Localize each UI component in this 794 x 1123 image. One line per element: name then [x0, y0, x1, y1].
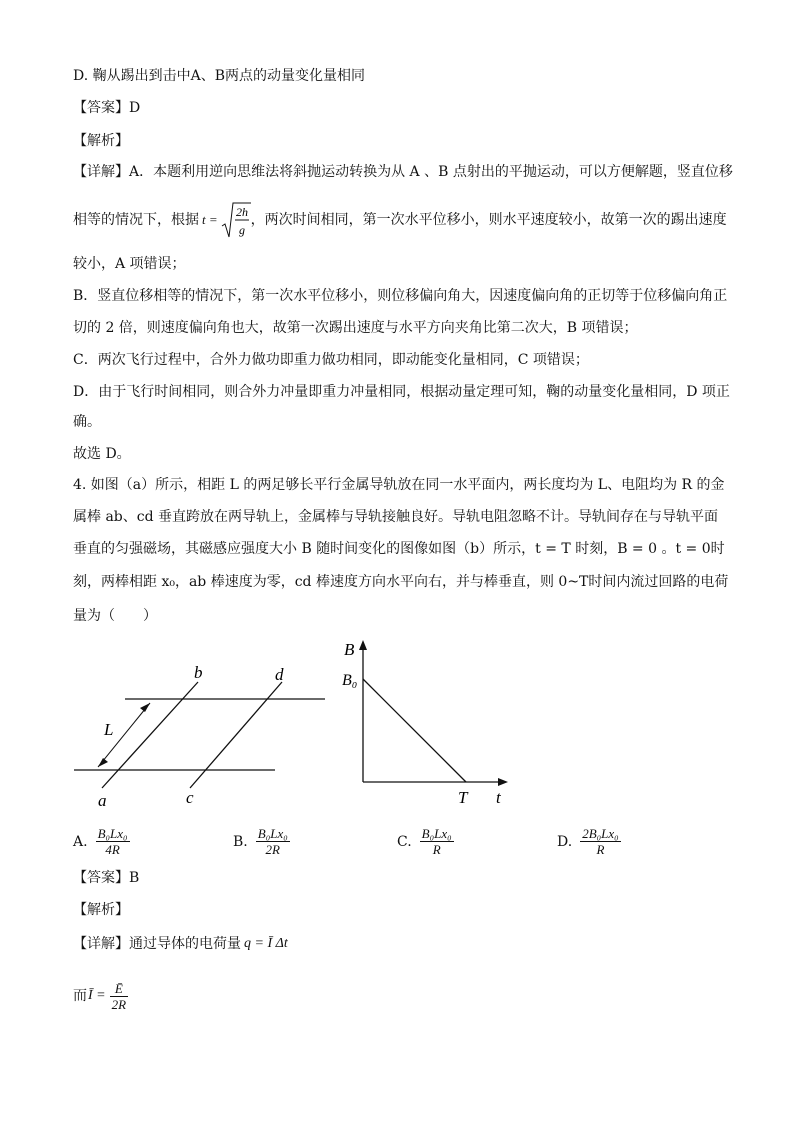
option-b[interactable] — [233, 826, 290, 857]
question-4-line-5: 量为（ ） — [73, 608, 157, 624]
question-4-line-4: 刻，两棒相距 x₀，ab 棒速度为零，cd 棒速度方向水平向右，并与棒垂直，则 0~T时间内流过回路的电荷 — [73, 574, 729, 590]
current-fraction-num: Ē — [110, 981, 128, 997]
question-4-line-2: 属棒 ab、cd 垂直跨放在两导轨上，金属棒与导轨接触良好。导轨电阻忽略不计。导轨间存在与导轨平面 — [73, 509, 719, 525]
answer-label-1: 【答案】D — [73, 100, 141, 116]
detail-2-line-1 — [73, 934, 288, 954]
detail-1-line-2-suffix: ，两次时间相同，第一次水平位移小，则水平速度较小，故第一次的踢出速度 — [250, 212, 727, 228]
option-d-num: 2B₀Lx₀ — [582, 826, 619, 841]
option-b-num: B₀Lx₀ — [257, 826, 288, 841]
label-b: b — [194, 663, 203, 682]
detail-2-line-2-prefix: 而 — [73, 988, 87, 1004]
analysis-label-1: 【解析】 — [73, 133, 129, 149]
detail-1-line-8: 确。 — [73, 414, 101, 430]
sqrt-den: g — [238, 223, 245, 237]
option-a[interactable] — [73, 826, 130, 857]
detail-1-line-6: C．两次飞行过程中，合外力做功即重力做功相同，即动能变化量相同，C 项错误； — [73, 352, 589, 368]
figure-a-rails-diagram — [70, 655, 330, 810]
option-d-den: R — [596, 842, 605, 857]
label-T: T — [458, 788, 468, 807]
label-a: a — [98, 791, 107, 810]
detail-2-line-2 — [73, 976, 128, 1016]
label-d: d — [275, 665, 284, 684]
detail-1-line-7: D．由于飞行时间相同，则合外力冲量即重力冲量相同，根据动量定理可知，鞠的动量变化量相同，D 项正 — [73, 384, 730, 400]
option-c-den: R — [432, 842, 441, 857]
detail-1-line-1: 【详解】A．本题利用逆向思维法将斜抛运动转换为从 A 、B 点射出的平抛运动，可以方便解题，竖直位移 — [73, 164, 733, 180]
option-a-label: A. — [73, 833, 88, 850]
arrow-head-bottom-icon — [98, 758, 108, 767]
y-axis-arrow-icon — [359, 640, 367, 650]
detail-1-line-5: 切的 2 倍，则速度偏向角也大，故第一次踢出速度与水平方向夹角比第二次大，B 项错误； — [73, 320, 638, 336]
graph-line — [363, 679, 466, 782]
sqrt-num: 2h — [235, 205, 248, 219]
detail-1-line-2-prefix: 相等的情况下，根据 — [73, 212, 199, 228]
current-lhs: Ī = — [88, 988, 106, 1003]
current-fraction-den: 2R — [111, 996, 127, 1012]
analysis-label-2: 【解析】 — [73, 902, 129, 918]
rod-ab — [102, 682, 198, 788]
detail-1-line-2 — [73, 200, 727, 240]
label-c: c — [186, 788, 194, 807]
sqrt-sign-icon — [221, 200, 251, 240]
option-c-fraction — [420, 826, 454, 857]
label-B0: B₀ — [342, 672, 358, 689]
option-d[interactable] — [557, 826, 621, 857]
detail-1-line-3: 较小，A 项错误； — [73, 256, 186, 272]
option-c[interactable] — [397, 826, 454, 857]
option-a-num: B₀Lx₀ — [97, 826, 128, 841]
charge-formula: q = Ī Δt — [244, 936, 288, 951]
option-a-den: 4R — [105, 842, 120, 857]
arrow-head-top-icon — [140, 703, 150, 712]
axis-label-t: t — [496, 788, 501, 807]
answer-label-2: 【答案】B — [73, 870, 140, 886]
sqrt-formula — [221, 200, 251, 240]
axis-label-B: B — [344, 640, 355, 659]
option-b-fraction — [256, 826, 290, 857]
question-4-line-1: 4. 如图（a）所示，相距 L 的两足够长平行金属导轨放在同一水平面内，两长度均为 L、电阻均为 R 的金 — [73, 477, 725, 493]
option-c-label: C. — [397, 833, 412, 850]
formula-t: t = — [202, 212, 218, 227]
question-4-line-3: 垂直的匀强磁场，其磁感应强度大小 B 随时间变化的图像如图（b）所示，t = T 时刻，B = 0 。t = 0时 — [73, 541, 725, 557]
detail-2-prefix: 【详解】通过导体的电荷量 — [73, 936, 241, 952]
prev-option-d: D. 鞠从踢出到击中A、B两点的动量变化量相同 — [73, 68, 366, 84]
detail-1-line-4: B．竖直位移相等的情况下，第一次水平位移小，则位移偏向角大，因速度偏向角的正切等于位移偏向角正 — [73, 288, 728, 304]
option-a-fraction — [96, 826, 130, 857]
option-d-fraction — [580, 826, 620, 857]
x-axis-arrow-icon — [498, 778, 508, 786]
option-b-den: 2R — [265, 842, 280, 857]
option-d-label: D. — [557, 833, 573, 850]
rod-cd — [190, 682, 282, 788]
figure-b-graph — [338, 635, 518, 810]
option-b-label: B. — [233, 833, 248, 850]
current-fraction — [110, 981, 128, 1012]
label-L: L — [104, 720, 114, 739]
detail-1-line-9: 故选 D。 — [73, 446, 131, 462]
option-c-num: B₀Lx₀ — [421, 826, 452, 841]
